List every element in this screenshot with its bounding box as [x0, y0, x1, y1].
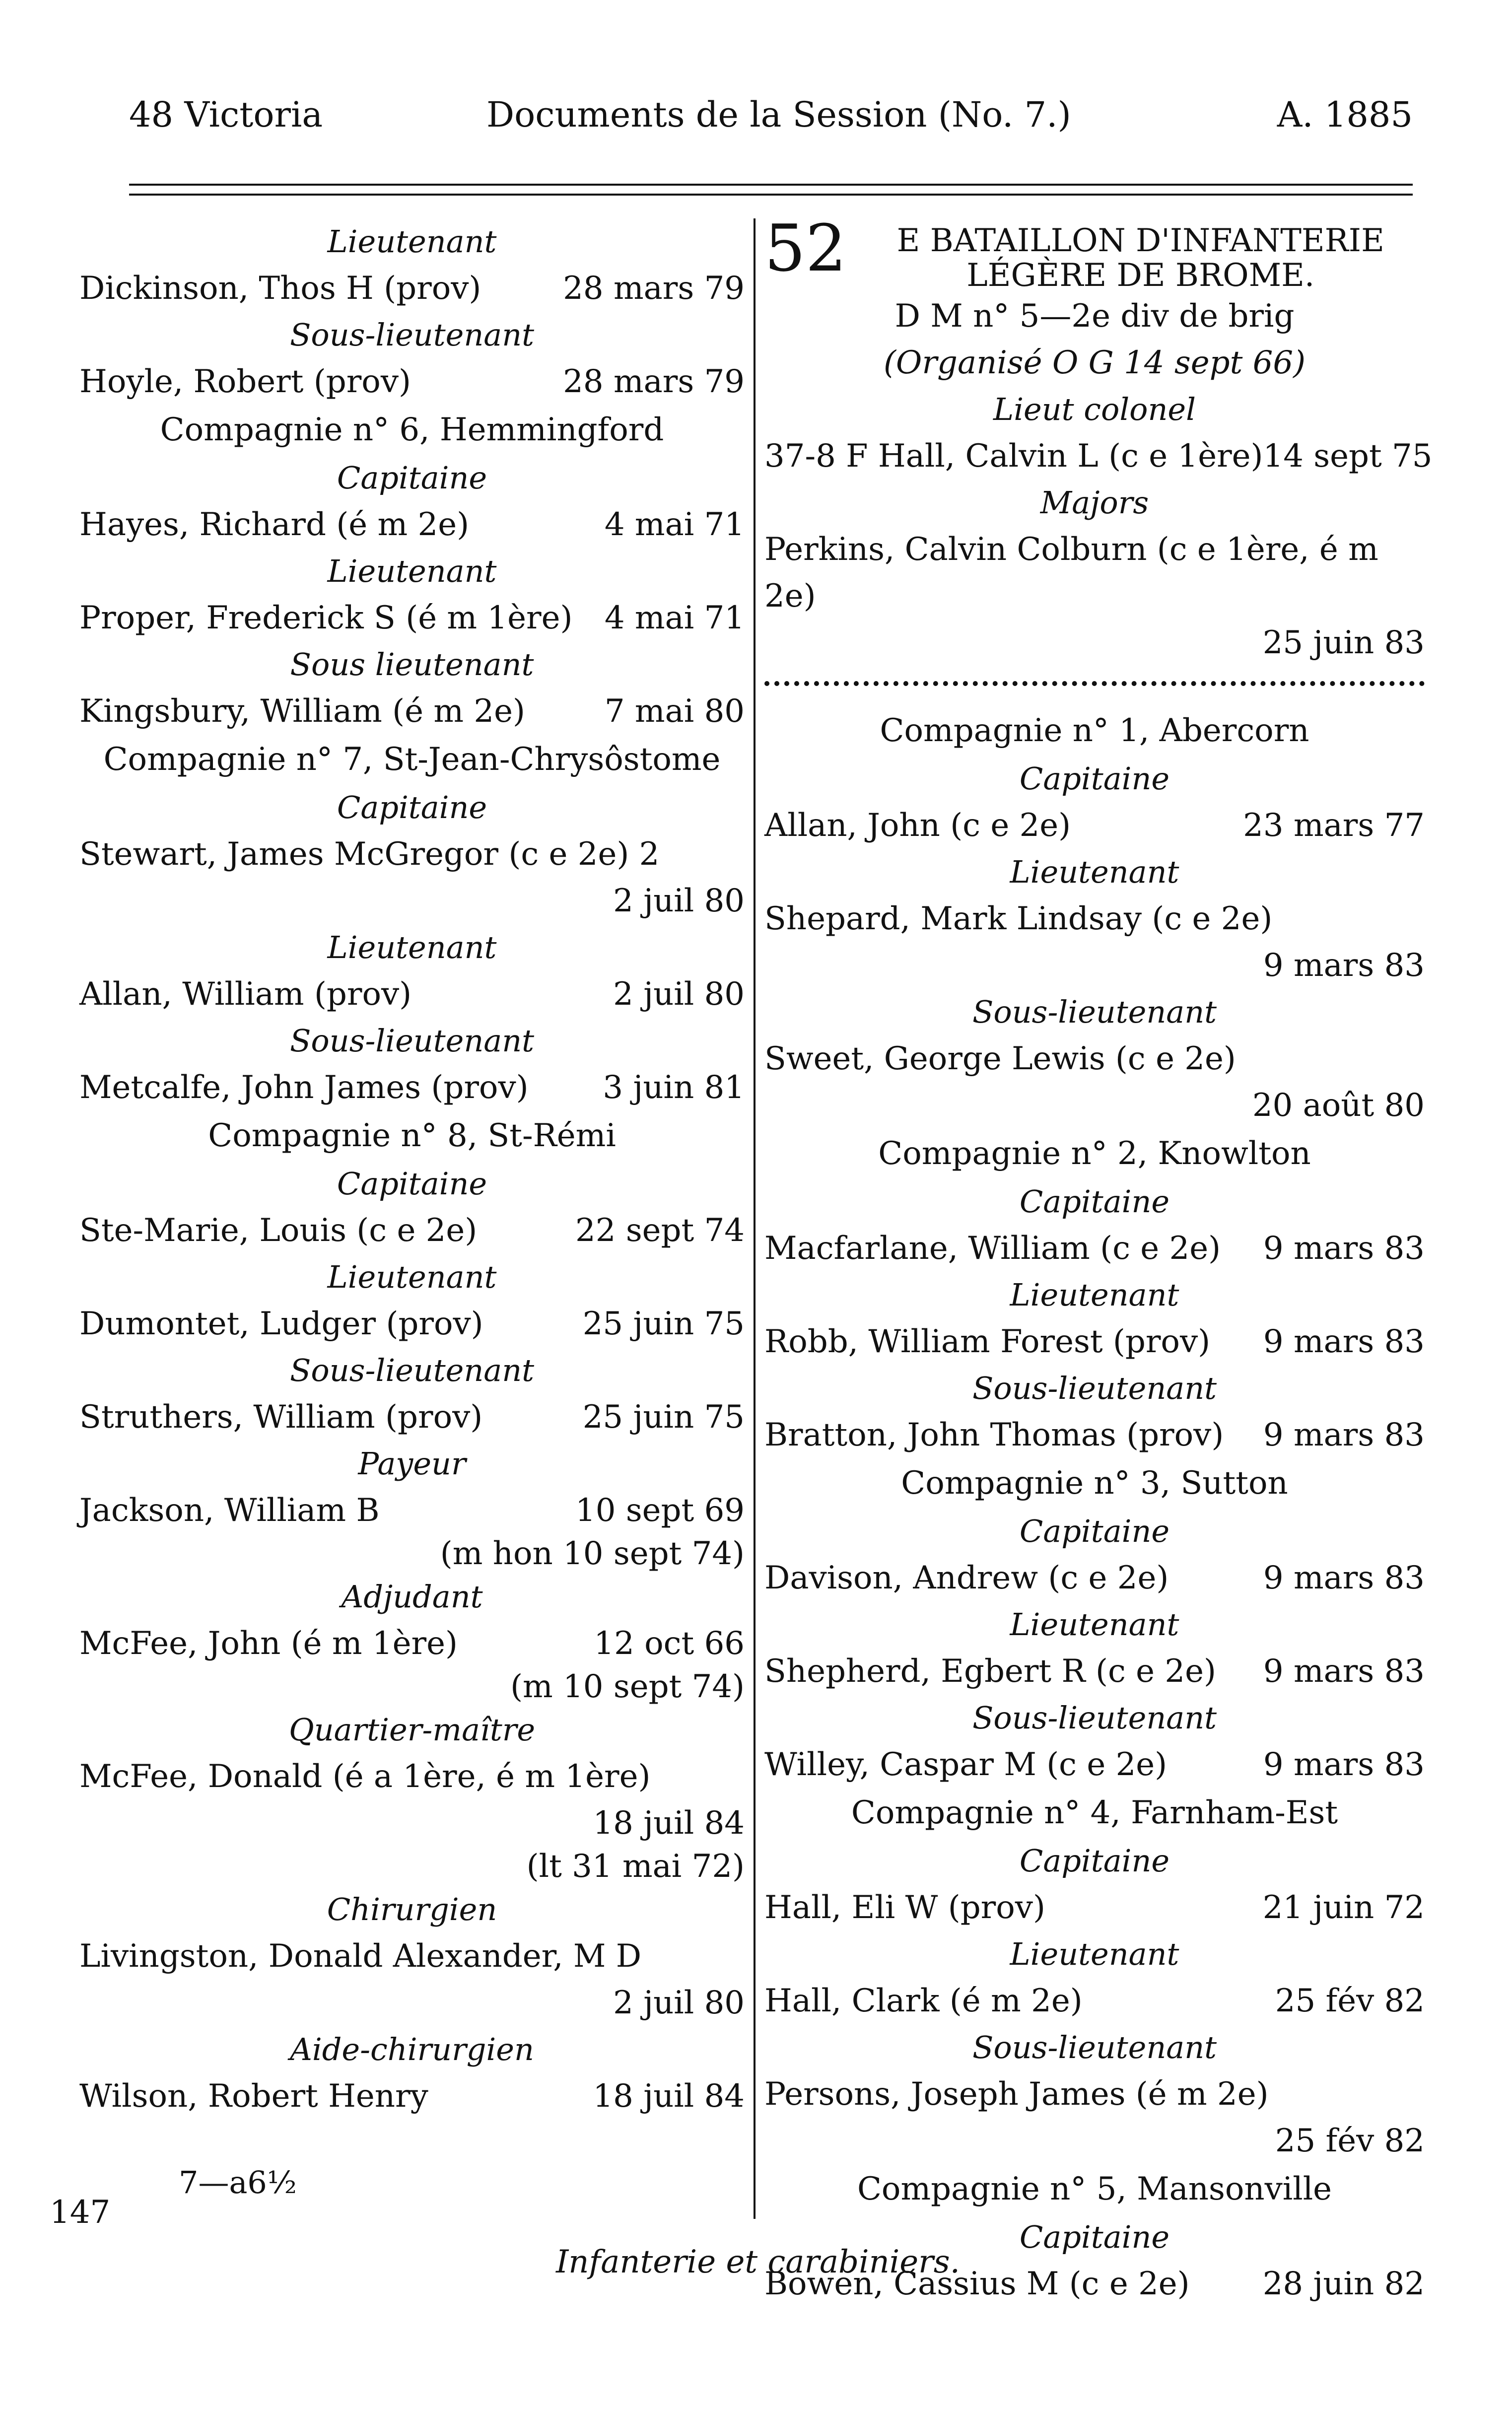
- officer-name: Macfarlane, William (c e 2e): [764, 1230, 1221, 1267]
- commission-date: 25 fév 82: [1275, 2123, 1425, 2159]
- commission-date: 23 mars 77: [1243, 807, 1425, 844]
- officer-name: Hall, Eli W (prov): [764, 1889, 1045, 1926]
- previous-commission: (lt 31 mai 72): [526, 1848, 745, 1885]
- rank-heading: Sous lieutenant: [290, 646, 534, 683]
- previous-commission: (m 10 sept 74): [510, 1668, 745, 1705]
- rank-heading: Capitaine: [1019, 1183, 1170, 1220]
- company-heading: Compagnie n° 1, Abercorn: [880, 712, 1309, 749]
- rank-heading: Capitaine: [1019, 1513, 1170, 1549]
- officer-entry: [764, 526, 1425, 666]
- commission-date: 25 fév 82: [1275, 1983, 1425, 2019]
- rank-heading: Lieutenant: [1010, 1606, 1179, 1643]
- officer-entry: [79, 1620, 745, 1707]
- rank-heading: Payeur: [358, 1445, 466, 1482]
- officer-entry: [764, 802, 1425, 849]
- rank-heading: Lieut colonel: [993, 391, 1196, 427]
- officer-name: Hoyle, Robert (prov): [79, 363, 411, 400]
- battalion-title: [856, 218, 1425, 293]
- commission-date: 12 oct 66: [594, 1625, 745, 1662]
- officer-entry: [764, 2071, 1425, 2164]
- officer-name: Proper, Frederick S (é m 1ère): [79, 600, 573, 636]
- battalion-number: 52: [764, 210, 847, 286]
- rank-heading: Capitaine: [337, 460, 487, 496]
- officer-name: Hall, Clark (é m 2e): [764, 1983, 1083, 2019]
- officer-entry: [79, 971, 745, 1018]
- commission-date: 2 juil 80: [613, 976, 745, 1013]
- battalion-heading: [764, 210, 1425, 294]
- rank-heading: Quartier-maître: [288, 1712, 536, 1748]
- rank-heading: Lieutenant: [1010, 1936, 1179, 1972]
- signature-mark: 7—a6½: [179, 2164, 297, 2201]
- officer-name: Perkins, Calvin Colburn (c e 1ère, é m 2e): [764, 531, 1378, 615]
- rank-heading: Sous-lieutenant: [289, 317, 535, 353]
- rank-heading: Sous-lieutenant: [972, 994, 1217, 1030]
- officer-entry: [79, 595, 745, 641]
- officer-entry: [79, 1301, 745, 1347]
- officer-name: Shepard, Mark Lindsay (c e 2e): [764, 900, 1273, 937]
- rank-heading: Sous-lieutenant: [289, 1023, 535, 1059]
- company-heading: Compagnie n° 4, Farnham-Est: [851, 1794, 1338, 1831]
- officer-name: McFee, Donald (é a 1ère, é m 1ère): [79, 1758, 651, 1795]
- officer-entry: [79, 265, 745, 312]
- officer-name: Livingston, Donald Alexander, M D: [79, 1938, 642, 1975]
- officer-name: Robb, William Forest (prov): [764, 1323, 1211, 1360]
- footer-caption: Infanterie et carabiniers.: [556, 2244, 960, 2280]
- rank-heading: Lieutenant: [1010, 854, 1179, 890]
- battalion-officers: [764, 293, 1433, 666]
- officer-name: Allan, William (prov): [79, 976, 412, 1013]
- officer-entry: [79, 1753, 745, 1886]
- header-right: A. 1885: [1277, 94, 1413, 135]
- officer-entry: [79, 1064, 745, 1111]
- rank-heading: Sous-lieutenant: [972, 2029, 1217, 2065]
- header-left: 48 Victoria: [129, 94, 323, 135]
- right-column: [764, 210, 1433, 2307]
- officer-name: Wilson, Robert Henry: [79, 2078, 428, 2115]
- officer-name: Dickinson, Thos H (prov): [79, 270, 481, 307]
- rank-heading: Sous-lieutenant: [289, 1352, 535, 1388]
- officer-entry: [79, 1207, 745, 1254]
- officer-entry: [79, 1394, 745, 1441]
- commission-date: 9 mars 83: [1263, 1746, 1425, 1783]
- rank-heading: Lieutenant: [327, 1259, 497, 1295]
- commission-date: 18 juil 84: [593, 1805, 745, 1842]
- commission-date: 3 juin 81: [603, 1069, 745, 1106]
- officer-name: Struthers, William (prov): [79, 1399, 483, 1436]
- company-heading: Compagnie n° 7, St-Jean-Chrysôstome: [103, 741, 721, 778]
- officer-entry: [764, 1318, 1425, 1365]
- officer-name: Willey, Caspar M (c e 2e): [764, 1746, 1168, 1783]
- rank-heading: Chirurgien: [327, 1891, 497, 1927]
- rank-heading: Sous-lieutenant: [972, 1370, 1217, 1406]
- header-rule-top: [129, 184, 1413, 186]
- commission-date: 28 mars 79: [563, 363, 745, 400]
- officer-name: Stewart, James McGregor (c e 2e) 2: [79, 836, 660, 873]
- officer-entry: [764, 1412, 1425, 1458]
- commission-date: 9 mars 83: [1263, 1323, 1425, 1360]
- commission-date: 9 mars 83: [1263, 1560, 1425, 1596]
- header-center: Documents de la Session (No. 7.): [486, 94, 1071, 135]
- officer-name: Dumontet, Ludger (prov): [79, 1306, 483, 1342]
- officer-entry: [764, 1978, 1425, 2024]
- officer-entry: [79, 831, 745, 924]
- officer-name: Bratton, John Thomas (prov): [764, 1417, 1224, 1453]
- officer-name: Hayes, Richard (é m 2e): [79, 506, 470, 543]
- commission-date: 9 mars 83: [1263, 1230, 1425, 1267]
- rank-heading: Capitaine: [1019, 1843, 1170, 1879]
- rank-heading: Aide-chirurgien: [290, 2031, 534, 2067]
- column-divider: [754, 218, 756, 2219]
- officer-name: Allan, John (c e 2e): [764, 807, 1071, 844]
- commission-date: 10 sept 69: [575, 1492, 745, 1529]
- officer-entry: [764, 433, 1433, 480]
- officer-entry: [79, 501, 745, 548]
- officer-entry-line: [79, 1487, 745, 1534]
- officer-name: Metcalfe, John James (prov): [79, 1069, 529, 1106]
- rank-heading: Lieutenant: [1010, 1277, 1179, 1313]
- battalion-title-line2: LÉGÈRE DE BROME.: [966, 257, 1315, 294]
- rank-heading: Capitaine: [337, 789, 487, 826]
- officer-name: Sweet, George Lewis (c e 2e): [764, 1040, 1236, 1077]
- officer-name: Bowen, Cassius M (c e 2e): [764, 2266, 1190, 2302]
- commission-date: 9 mars 83: [1263, 1417, 1425, 1453]
- commission-date: 4 mai 71: [604, 600, 745, 636]
- header-rule-bottom: [129, 194, 1413, 196]
- battalion-companies: [764, 706, 1425, 2307]
- officer-entry: [79, 688, 745, 735]
- officer-entry: [764, 1225, 1425, 1272]
- commission-date: 7 mai 80: [604, 693, 745, 730]
- running-head: [129, 94, 1413, 144]
- officer-name: Jackson, William B: [79, 1492, 380, 1529]
- rank-heading: Sous-lieutenant: [972, 1700, 1217, 1736]
- commission-date: 28 juin 82: [1262, 2266, 1425, 2302]
- left-column: [79, 218, 745, 2120]
- battalion-title-line1: E BATAILLON D'INFANTERIE: [896, 222, 1384, 259]
- commission-date: 25 juin 75: [582, 1306, 745, 1342]
- officer-entry: [79, 358, 745, 405]
- commission-date: 28 mars 79: [563, 270, 745, 307]
- officer-name: Shepherd, Egbert R (c e 2e): [764, 1653, 1216, 1690]
- commission-date: 22 sept 74: [575, 1212, 745, 1249]
- commission-date: 25 juin 83: [1262, 624, 1425, 661]
- rank-heading: Capitaine: [337, 1166, 487, 1202]
- commission-date: 25 juin 75: [582, 1399, 745, 1436]
- company-heading: Compagnie n° 3, Sutton: [901, 1465, 1288, 1502]
- officer-entry: [764, 895, 1425, 989]
- officer-name: Davison, Andrew (c e 2e): [764, 1560, 1169, 1596]
- rank-heading: Capitaine: [1019, 2219, 1170, 2255]
- rank-heading: Capitaine: [1019, 760, 1170, 797]
- previous-commission: (m hon 10 sept 74): [440, 1535, 745, 1572]
- officer-entry: [79, 2073, 745, 2120]
- officer-entry: [764, 1035, 1425, 1129]
- rank-heading: Lieutenant: [327, 223, 497, 260]
- commission-date: 4 mai 71: [604, 506, 745, 543]
- district-line: D M n° 5—2e div de brig: [894, 298, 1295, 335]
- officer-name: Persons, Joseph James (é m 2e): [764, 2076, 1269, 2113]
- officer-entry: [79, 1933, 745, 2026]
- organized-line: (Organisé O G 14 sept 66): [883, 344, 1306, 381]
- commission-date: 14 sept 75: [1263, 438, 1433, 475]
- commission-date: 21 juin 72: [1262, 1889, 1425, 1926]
- officer-entry: [79, 1487, 745, 1574]
- officer-entry: [764, 1648, 1425, 1695]
- commission-date: 9 mars 83: [1263, 1653, 1425, 1690]
- dotted-separator: [764, 681, 1425, 686]
- company-heading: Compagnie n° 5, Mansonville: [857, 2171, 1332, 2207]
- rank-heading: Majors: [1040, 484, 1149, 521]
- commission-date: 9 mars 83: [1263, 947, 1425, 984]
- officer-entry: [764, 1884, 1425, 1931]
- commission-date: 2 juil 80: [613, 1985, 745, 2021]
- company-heading: Compagnie n° 2, Knowlton: [878, 1135, 1311, 1172]
- officer-name: 37-8 F Hall, Calvin L (c e 1ère): [764, 438, 1263, 475]
- company-heading: Compagnie n° 8, St-Rémi: [208, 1117, 616, 1154]
- officer-name: Kingsbury, William (é m 2e): [79, 693, 525, 730]
- commission-date: 18 juil 84: [593, 2078, 745, 2115]
- officer-entry: [764, 1741, 1425, 1788]
- company-heading: Compagnie n° 6, Hemmingford: [160, 412, 664, 448]
- officer-entry-line: [79, 1620, 745, 1667]
- rank-heading: Lieutenant: [327, 553, 497, 589]
- page-number: 147: [50, 2194, 111, 2231]
- officer-name: Ste-Marie, Louis (c e 2e): [79, 1212, 478, 1249]
- commission-date: 20 août 80: [1252, 1087, 1425, 1124]
- officer-entry: [764, 1555, 1425, 1601]
- commission-date: 2 juil 80: [613, 883, 745, 919]
- rank-heading: Lieutenant: [327, 929, 497, 965]
- officer-name: McFee, John (é m 1ère): [79, 1625, 458, 1662]
- rank-heading: Adjudant: [341, 1579, 483, 1615]
